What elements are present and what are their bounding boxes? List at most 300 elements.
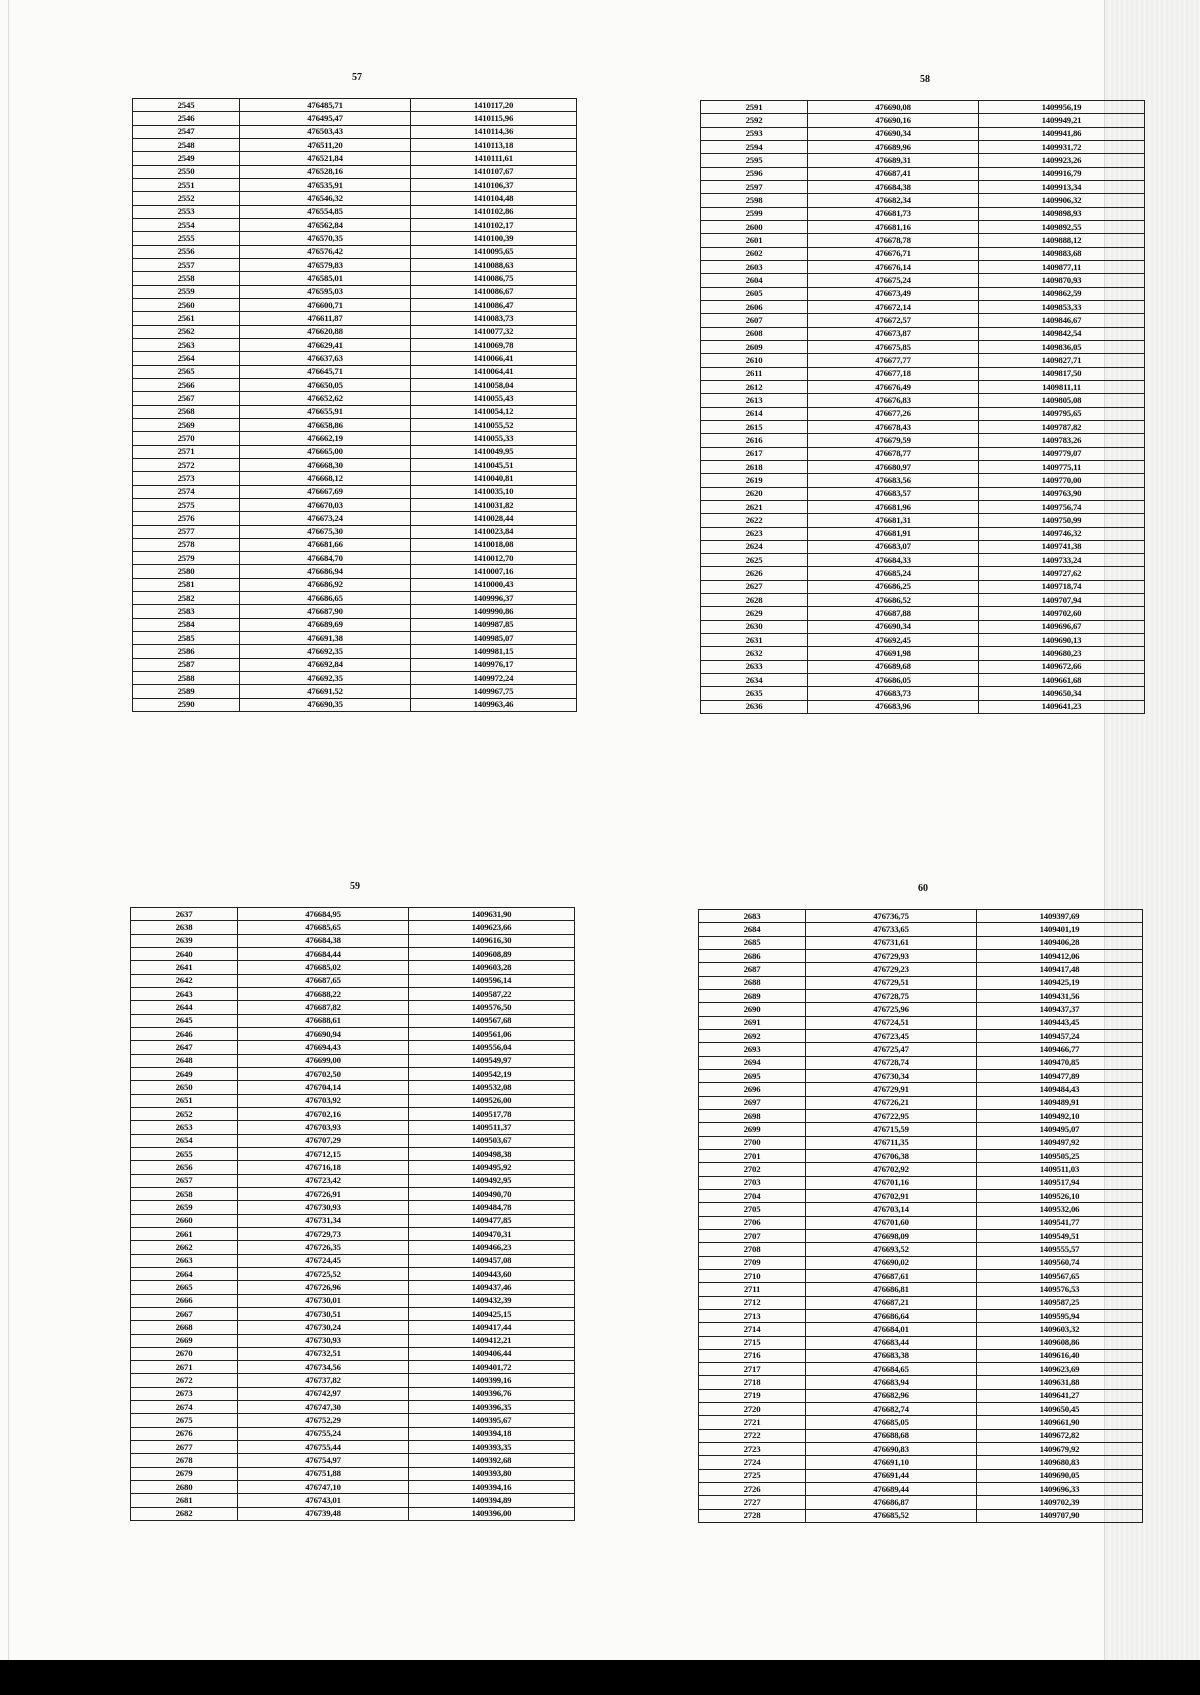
x-coordinate-cell: 476683,96 (808, 700, 979, 713)
x-coordinate-cell: 476683,56 (808, 474, 979, 487)
table-row (699, 1043, 1143, 1056)
point-number-cell: 2619 (701, 474, 808, 487)
x-coordinate-cell: 476690,94 (238, 1027, 409, 1040)
point-number-cell: 2637 (131, 908, 238, 921)
x-coordinate-cell: 476755,24 (238, 1427, 409, 1440)
point-number-cell: 2611 (701, 367, 808, 380)
x-coordinate-cell: 476699,00 (238, 1054, 409, 1067)
y-coordinate-cell: 1410000,43 (411, 578, 577, 591)
coordinates-table (700, 100, 1145, 714)
y-coordinate-cell: 1410088,63 (411, 258, 577, 271)
point-number-cell: 2707 (699, 1229, 806, 1242)
coordinates-table (130, 907, 575, 1521)
x-coordinate-cell: 476673,24 (240, 512, 411, 525)
point-number-cell: 2722 (699, 1429, 806, 1442)
point-number-cell: 2634 (701, 674, 808, 687)
point-number-cell: 2644 (131, 1001, 238, 1014)
table-row (131, 1161, 575, 1174)
point-number-cell: 2648 (131, 1054, 238, 1067)
y-coordinate-cell: 1409846,67 (979, 314, 1145, 327)
point-number-cell: 2627 (701, 580, 808, 593)
table-row (133, 645, 577, 658)
x-coordinate-cell: 476683,94 (806, 1376, 977, 1389)
y-coordinate-cell: 1409555,57 (977, 1243, 1143, 1256)
table-row (131, 1041, 575, 1054)
y-coordinate-cell: 1409437,46 (409, 1281, 575, 1294)
x-coordinate-cell: 476729,51 (806, 976, 977, 989)
x-coordinate-cell: 476562,84 (240, 218, 411, 231)
table-row (133, 285, 577, 298)
y-coordinate-cell: 1409853,33 (979, 300, 1145, 313)
x-coordinate-cell: 476681,91 (808, 527, 979, 540)
x-coordinate-cell: 476485,71 (240, 99, 411, 112)
y-coordinate-cell: 1409517,94 (977, 1176, 1143, 1189)
y-coordinate-cell: 1409836,05 (979, 340, 1145, 353)
point-number-cell: 2640 (131, 947, 238, 960)
x-coordinate-cell: 476702,50 (238, 1067, 409, 1080)
y-coordinate-cell: 1409425,19 (977, 976, 1143, 989)
point-number-cell: 2649 (131, 1067, 238, 1080)
y-coordinate-cell: 1410106,37 (411, 178, 577, 191)
table-row (701, 234, 1145, 247)
point-number-cell: 2664 (131, 1267, 238, 1280)
table-row (131, 947, 575, 960)
table-row (133, 538, 577, 551)
x-coordinate-cell: 476685,02 (238, 961, 409, 974)
x-coordinate-cell: 476689,69 (240, 618, 411, 631)
point-number-cell: 2576 (133, 512, 240, 525)
table-row (699, 1163, 1143, 1176)
point-number-cell: 2632 (701, 647, 808, 660)
table-row (701, 434, 1145, 447)
point-number-cell: 2631 (701, 634, 808, 647)
point-number-cell: 2582 (133, 592, 240, 605)
point-number-cell: 2560 (133, 298, 240, 311)
table-row (699, 1349, 1143, 1362)
point-number-cell: 2621 (701, 500, 808, 513)
x-coordinate-cell: 476682,96 (806, 1389, 977, 1402)
point-number-cell: 2646 (131, 1027, 238, 1040)
table-row (701, 274, 1145, 287)
table-row (131, 1067, 575, 1080)
x-coordinate-cell: 476503,43 (240, 125, 411, 138)
table-row (701, 220, 1145, 233)
point-number-cell: 2666 (131, 1294, 238, 1307)
x-coordinate-cell: 476677,77 (808, 354, 979, 367)
y-coordinate-cell: 1410045,51 (411, 458, 577, 471)
x-coordinate-cell: 476677,18 (808, 367, 979, 380)
point-number-cell: 2620 (701, 487, 808, 500)
point-number-cell: 2679 (131, 1467, 238, 1480)
point-number-cell: 2610 (701, 354, 808, 367)
page-number: 60 (918, 883, 928, 894)
x-coordinate-cell: 476688,68 (806, 1429, 977, 1442)
point-number-cell: 2671 (131, 1361, 238, 1374)
y-coordinate-cell: 1409576,53 (977, 1283, 1143, 1296)
table-row (133, 205, 577, 218)
x-coordinate-cell: 476668,30 (240, 458, 411, 471)
table-row (699, 1256, 1143, 1269)
y-coordinate-cell: 1409956,19 (979, 101, 1145, 114)
page-block (698, 883, 1148, 1583)
y-coordinate-cell: 1409763,90 (979, 487, 1145, 500)
point-number-cell: 2653 (131, 1121, 238, 1134)
point-number-cell: 2616 (701, 434, 808, 447)
table-row (133, 272, 577, 285)
point-number-cell: 2617 (701, 447, 808, 460)
table-row (701, 287, 1145, 300)
y-coordinate-cell: 1409492,95 (409, 1174, 575, 1187)
table-row (133, 658, 577, 671)
point-number-cell: 2633 (701, 660, 808, 673)
table-row (133, 498, 577, 511)
y-coordinate-cell: 1409495,07 (977, 1123, 1143, 1136)
y-coordinate-cell: 1410104,48 (411, 192, 577, 205)
point-number-cell: 2708 (699, 1243, 806, 1256)
x-coordinate-cell: 476658,86 (240, 418, 411, 431)
x-coordinate-cell: 476690,16 (808, 114, 979, 127)
y-coordinate-cell: 1410055,43 (411, 392, 577, 405)
x-coordinate-cell: 476752,29 (238, 1414, 409, 1427)
y-coordinate-cell: 1409395,67 (409, 1414, 575, 1427)
table-row (133, 365, 577, 378)
table-row (133, 138, 577, 151)
table-row (131, 1334, 575, 1347)
table-row (131, 1321, 575, 1334)
y-coordinate-cell: 1409696,33 (977, 1483, 1143, 1496)
table-row (131, 1027, 575, 1040)
y-coordinate-cell: 1409603,32 (977, 1323, 1143, 1336)
point-number-cell: 2563 (133, 338, 240, 351)
y-coordinate-cell: 1410077,32 (411, 325, 577, 338)
x-coordinate-cell: 476676,83 (808, 394, 979, 407)
table-row (699, 1176, 1143, 1189)
table-row (133, 165, 577, 178)
point-number-cell: 2554 (133, 218, 240, 231)
point-number-cell: 2584 (133, 618, 240, 631)
table-row (701, 407, 1145, 420)
x-coordinate-cell: 476726,35 (238, 1241, 409, 1254)
table-row (701, 327, 1145, 340)
point-number-cell: 2695 (699, 1069, 806, 1082)
x-coordinate-cell: 476722,95 (806, 1109, 977, 1122)
y-coordinate-cell: 1409393,35 (409, 1441, 575, 1454)
table-row (701, 500, 1145, 513)
x-coordinate-cell: 476725,47 (806, 1043, 977, 1056)
y-coordinate-cell: 1409680,23 (979, 647, 1145, 660)
y-coordinate-cell: 1409484,43 (977, 1083, 1143, 1096)
x-coordinate-cell: 476692,35 (240, 645, 411, 658)
point-number-cell: 2552 (133, 192, 240, 205)
y-coordinate-cell: 1409941,86 (979, 127, 1145, 140)
table-row (699, 923, 1143, 936)
table-row (701, 527, 1145, 540)
y-coordinate-cell: 1409431,56 (977, 989, 1143, 1002)
y-coordinate-cell: 1409842,54 (979, 327, 1145, 340)
table-row (133, 258, 577, 271)
x-coordinate-cell: 476579,83 (240, 258, 411, 271)
y-coordinate-cell: 1409877,11 (979, 260, 1145, 273)
x-coordinate-cell: 476703,92 (238, 1094, 409, 1107)
y-coordinate-cell: 1409650,45 (977, 1403, 1143, 1416)
table-row (133, 618, 577, 631)
x-coordinate-cell: 476655,91 (240, 405, 411, 418)
x-coordinate-cell: 476689,44 (806, 1483, 977, 1496)
table-row (701, 487, 1145, 500)
table-row (701, 367, 1145, 380)
table-row (699, 949, 1143, 962)
y-coordinate-cell: 1410095,65 (411, 245, 577, 258)
point-number-cell: 2712 (699, 1296, 806, 1309)
point-number-cell: 2559 (133, 285, 240, 298)
x-coordinate-cell: 476684,95 (238, 908, 409, 921)
point-number-cell: 2705 (699, 1203, 806, 1216)
x-coordinate-cell: 476730,24 (238, 1321, 409, 1334)
x-coordinate-cell: 476685,24 (808, 567, 979, 580)
table-row (699, 1363, 1143, 1376)
x-coordinate-cell: 476585,01 (240, 272, 411, 285)
table-row (131, 1081, 575, 1094)
y-coordinate-cell: 1409432,39 (409, 1294, 575, 1307)
table-row (133, 632, 577, 645)
y-coordinate-cell: 1409394,18 (409, 1427, 575, 1440)
point-number-cell: 2572 (133, 458, 240, 471)
point-number-cell: 2546 (133, 112, 240, 125)
point-number-cell: 2574 (133, 485, 240, 498)
x-coordinate-cell: 476677,26 (808, 407, 979, 420)
point-number-cell: 2601 (701, 234, 808, 247)
x-coordinate-cell: 476730,34 (806, 1069, 977, 1082)
table-row (133, 338, 577, 351)
table-row (699, 1083, 1143, 1096)
table-row (699, 1016, 1143, 1029)
y-coordinate-cell: 1409443,45 (977, 1016, 1143, 1029)
x-coordinate-cell: 476723,42 (238, 1174, 409, 1187)
y-coordinate-cell: 1409396,00 (409, 1507, 575, 1520)
table-row (699, 1389, 1143, 1402)
table-row (133, 152, 577, 165)
table-row (133, 378, 577, 391)
y-coordinate-cell: 1409650,34 (979, 687, 1145, 700)
table-row (701, 354, 1145, 367)
y-coordinate-cell: 1410083,73 (411, 312, 577, 325)
point-number-cell: 2550 (133, 165, 240, 178)
table-row (701, 540, 1145, 553)
x-coordinate-cell: 476728,75 (806, 989, 977, 1002)
x-coordinate-cell: 476688,22 (238, 987, 409, 1000)
y-coordinate-cell: 1410117,20 (411, 99, 577, 112)
y-coordinate-cell: 1409972,24 (411, 672, 577, 685)
y-coordinate-cell: 1409567,65 (977, 1269, 1143, 1282)
x-coordinate-cell: 476730,93 (238, 1201, 409, 1214)
y-coordinate-cell: 1409805,08 (979, 394, 1145, 407)
table-row (699, 1323, 1143, 1336)
x-coordinate-cell: 476665,00 (240, 445, 411, 458)
x-coordinate-cell: 476692,84 (240, 658, 411, 671)
x-coordinate-cell: 476687,88 (808, 607, 979, 620)
point-number-cell: 2715 (699, 1336, 806, 1349)
x-coordinate-cell: 476688,61 (238, 1014, 409, 1027)
y-coordinate-cell: 1410086,75 (411, 272, 577, 285)
y-coordinate-cell: 1409576,50 (409, 1001, 575, 1014)
y-coordinate-cell: 1409862,59 (979, 287, 1145, 300)
x-coordinate-cell: 476678,43 (808, 420, 979, 433)
table-row (133, 525, 577, 538)
table-row (699, 1056, 1143, 1069)
table-row (131, 1494, 575, 1507)
y-coordinate-cell: 1409443,60 (409, 1267, 575, 1280)
y-coordinate-cell: 1410018,08 (411, 538, 577, 551)
table-row (131, 987, 575, 1000)
x-coordinate-cell: 476692,45 (808, 634, 979, 647)
y-coordinate-cell: 1409672,82 (977, 1429, 1143, 1442)
table-row (699, 1269, 1143, 1282)
table-row (133, 232, 577, 245)
table-row (131, 1054, 575, 1067)
x-coordinate-cell: 476684,65 (806, 1363, 977, 1376)
y-coordinate-cell: 1409817,50 (979, 367, 1145, 380)
y-coordinate-cell: 1409477,89 (977, 1069, 1143, 1082)
x-coordinate-cell: 476729,93 (806, 949, 977, 962)
page-number: 58 (920, 74, 930, 85)
x-coordinate-cell: 476734,56 (238, 1361, 409, 1374)
point-number-cell: 2578 (133, 538, 240, 551)
x-coordinate-cell: 476747,30 (238, 1401, 409, 1414)
point-number-cell: 2608 (701, 327, 808, 340)
y-coordinate-cell: 1409741,38 (979, 540, 1145, 553)
y-coordinate-cell: 1409976,17 (411, 658, 577, 671)
x-coordinate-cell: 476694,43 (238, 1041, 409, 1054)
table-row (701, 180, 1145, 193)
y-coordinate-cell: 1409596,14 (409, 974, 575, 987)
point-number-cell: 2650 (131, 1081, 238, 1094)
y-coordinate-cell: 1409616,30 (409, 934, 575, 947)
y-coordinate-cell: 1409949,21 (979, 114, 1145, 127)
point-number-cell: 2725 (699, 1469, 806, 1482)
x-coordinate-cell: 476729,91 (806, 1083, 977, 1096)
y-coordinate-cell: 1409466,77 (977, 1043, 1143, 1056)
point-number-cell: 2643 (131, 987, 238, 1000)
y-coordinate-cell: 1409756,74 (979, 500, 1145, 513)
x-coordinate-cell: 476686,52 (808, 594, 979, 607)
y-coordinate-cell: 1409727,62 (979, 567, 1145, 580)
x-coordinate-cell: 476685,05 (806, 1416, 977, 1429)
x-coordinate-cell: 476743,01 (238, 1494, 409, 1507)
point-number-cell: 2609 (701, 340, 808, 353)
y-coordinate-cell: 1409931,72 (979, 140, 1145, 153)
table-row (701, 114, 1145, 127)
point-number-cell: 2555 (133, 232, 240, 245)
point-number-cell: 2641 (131, 961, 238, 974)
x-coordinate-cell: 476701,60 (806, 1216, 977, 1229)
y-coordinate-cell: 1409967,75 (411, 685, 577, 698)
point-number-cell: 2615 (701, 420, 808, 433)
x-coordinate-cell: 476676,49 (808, 380, 979, 393)
point-number-cell: 2721 (699, 1416, 806, 1429)
y-coordinate-cell: 1410100,39 (411, 232, 577, 245)
x-coordinate-cell: 476686,92 (240, 578, 411, 591)
y-coordinate-cell: 1410023,84 (411, 525, 577, 538)
table-row (701, 607, 1145, 620)
point-number-cell: 2642 (131, 974, 238, 987)
point-number-cell: 2659 (131, 1201, 238, 1214)
point-number-cell: 2626 (701, 567, 808, 580)
y-coordinate-cell: 1410115,96 (411, 112, 577, 125)
table-row (133, 418, 577, 431)
y-coordinate-cell: 1409707,90 (977, 1509, 1143, 1522)
table-row (133, 125, 577, 138)
y-coordinate-cell: 1409505,25 (977, 1149, 1143, 1162)
x-coordinate-cell: 476687,65 (238, 974, 409, 987)
point-number-cell: 2681 (131, 1494, 238, 1507)
point-number-cell: 2605 (701, 287, 808, 300)
x-coordinate-cell: 476726,21 (806, 1096, 977, 1109)
table-row (699, 1096, 1143, 1109)
x-coordinate-cell: 476645,71 (240, 365, 411, 378)
y-coordinate-cell: 1409623,66 (409, 921, 575, 934)
table-row (133, 112, 577, 125)
point-number-cell: 2567 (133, 392, 240, 405)
x-coordinate-cell: 476724,51 (806, 1016, 977, 1029)
x-coordinate-cell: 476724,45 (238, 1254, 409, 1267)
table-row (133, 565, 577, 578)
point-number-cell: 2636 (701, 700, 808, 713)
y-coordinate-cell: 1409696,67 (979, 620, 1145, 633)
y-coordinate-cell: 1409511,37 (409, 1121, 575, 1134)
point-number-cell: 2710 (699, 1269, 806, 1282)
table-row (701, 594, 1145, 607)
y-coordinate-cell: 1409511,03 (977, 1163, 1143, 1176)
table-row (699, 963, 1143, 976)
table-row (701, 580, 1145, 593)
point-number-cell: 2612 (701, 380, 808, 393)
table-row (699, 936, 1143, 949)
table-row (701, 394, 1145, 407)
point-number-cell: 2663 (131, 1254, 238, 1267)
table-row (133, 458, 577, 471)
point-number-cell: 2594 (701, 140, 808, 153)
table-row (133, 672, 577, 685)
table-row (131, 1507, 575, 1520)
x-coordinate-cell: 476678,78 (808, 234, 979, 247)
y-coordinate-cell: 1409985,07 (411, 632, 577, 645)
x-coordinate-cell: 476684,70 (240, 552, 411, 565)
point-number-cell: 2588 (133, 672, 240, 685)
point-number-cell: 2596 (701, 167, 808, 180)
y-coordinate-cell: 1409990,86 (411, 605, 577, 618)
table-row (701, 247, 1145, 260)
y-coordinate-cell: 1409631,90 (409, 908, 575, 921)
x-coordinate-cell: 476715,59 (806, 1123, 977, 1136)
y-coordinate-cell: 1409787,82 (979, 420, 1145, 433)
x-coordinate-cell: 476637,63 (240, 352, 411, 365)
y-coordinate-cell: 1410086,67 (411, 285, 577, 298)
point-number-cell: 2613 (701, 394, 808, 407)
table-row (699, 1123, 1143, 1136)
x-coordinate-cell: 476600,71 (240, 298, 411, 311)
table-row (701, 474, 1145, 487)
x-coordinate-cell: 476595,03 (240, 285, 411, 298)
point-number-cell: 2703 (699, 1176, 806, 1189)
y-coordinate-cell: 1410049,95 (411, 445, 577, 458)
table-row (701, 700, 1145, 713)
x-coordinate-cell: 476691,98 (808, 647, 979, 660)
point-number-cell: 2711 (699, 1283, 806, 1296)
point-number-cell: 2670 (131, 1347, 238, 1360)
table-row (131, 1361, 575, 1374)
point-number-cell: 2549 (133, 152, 240, 165)
table-row (131, 921, 575, 934)
